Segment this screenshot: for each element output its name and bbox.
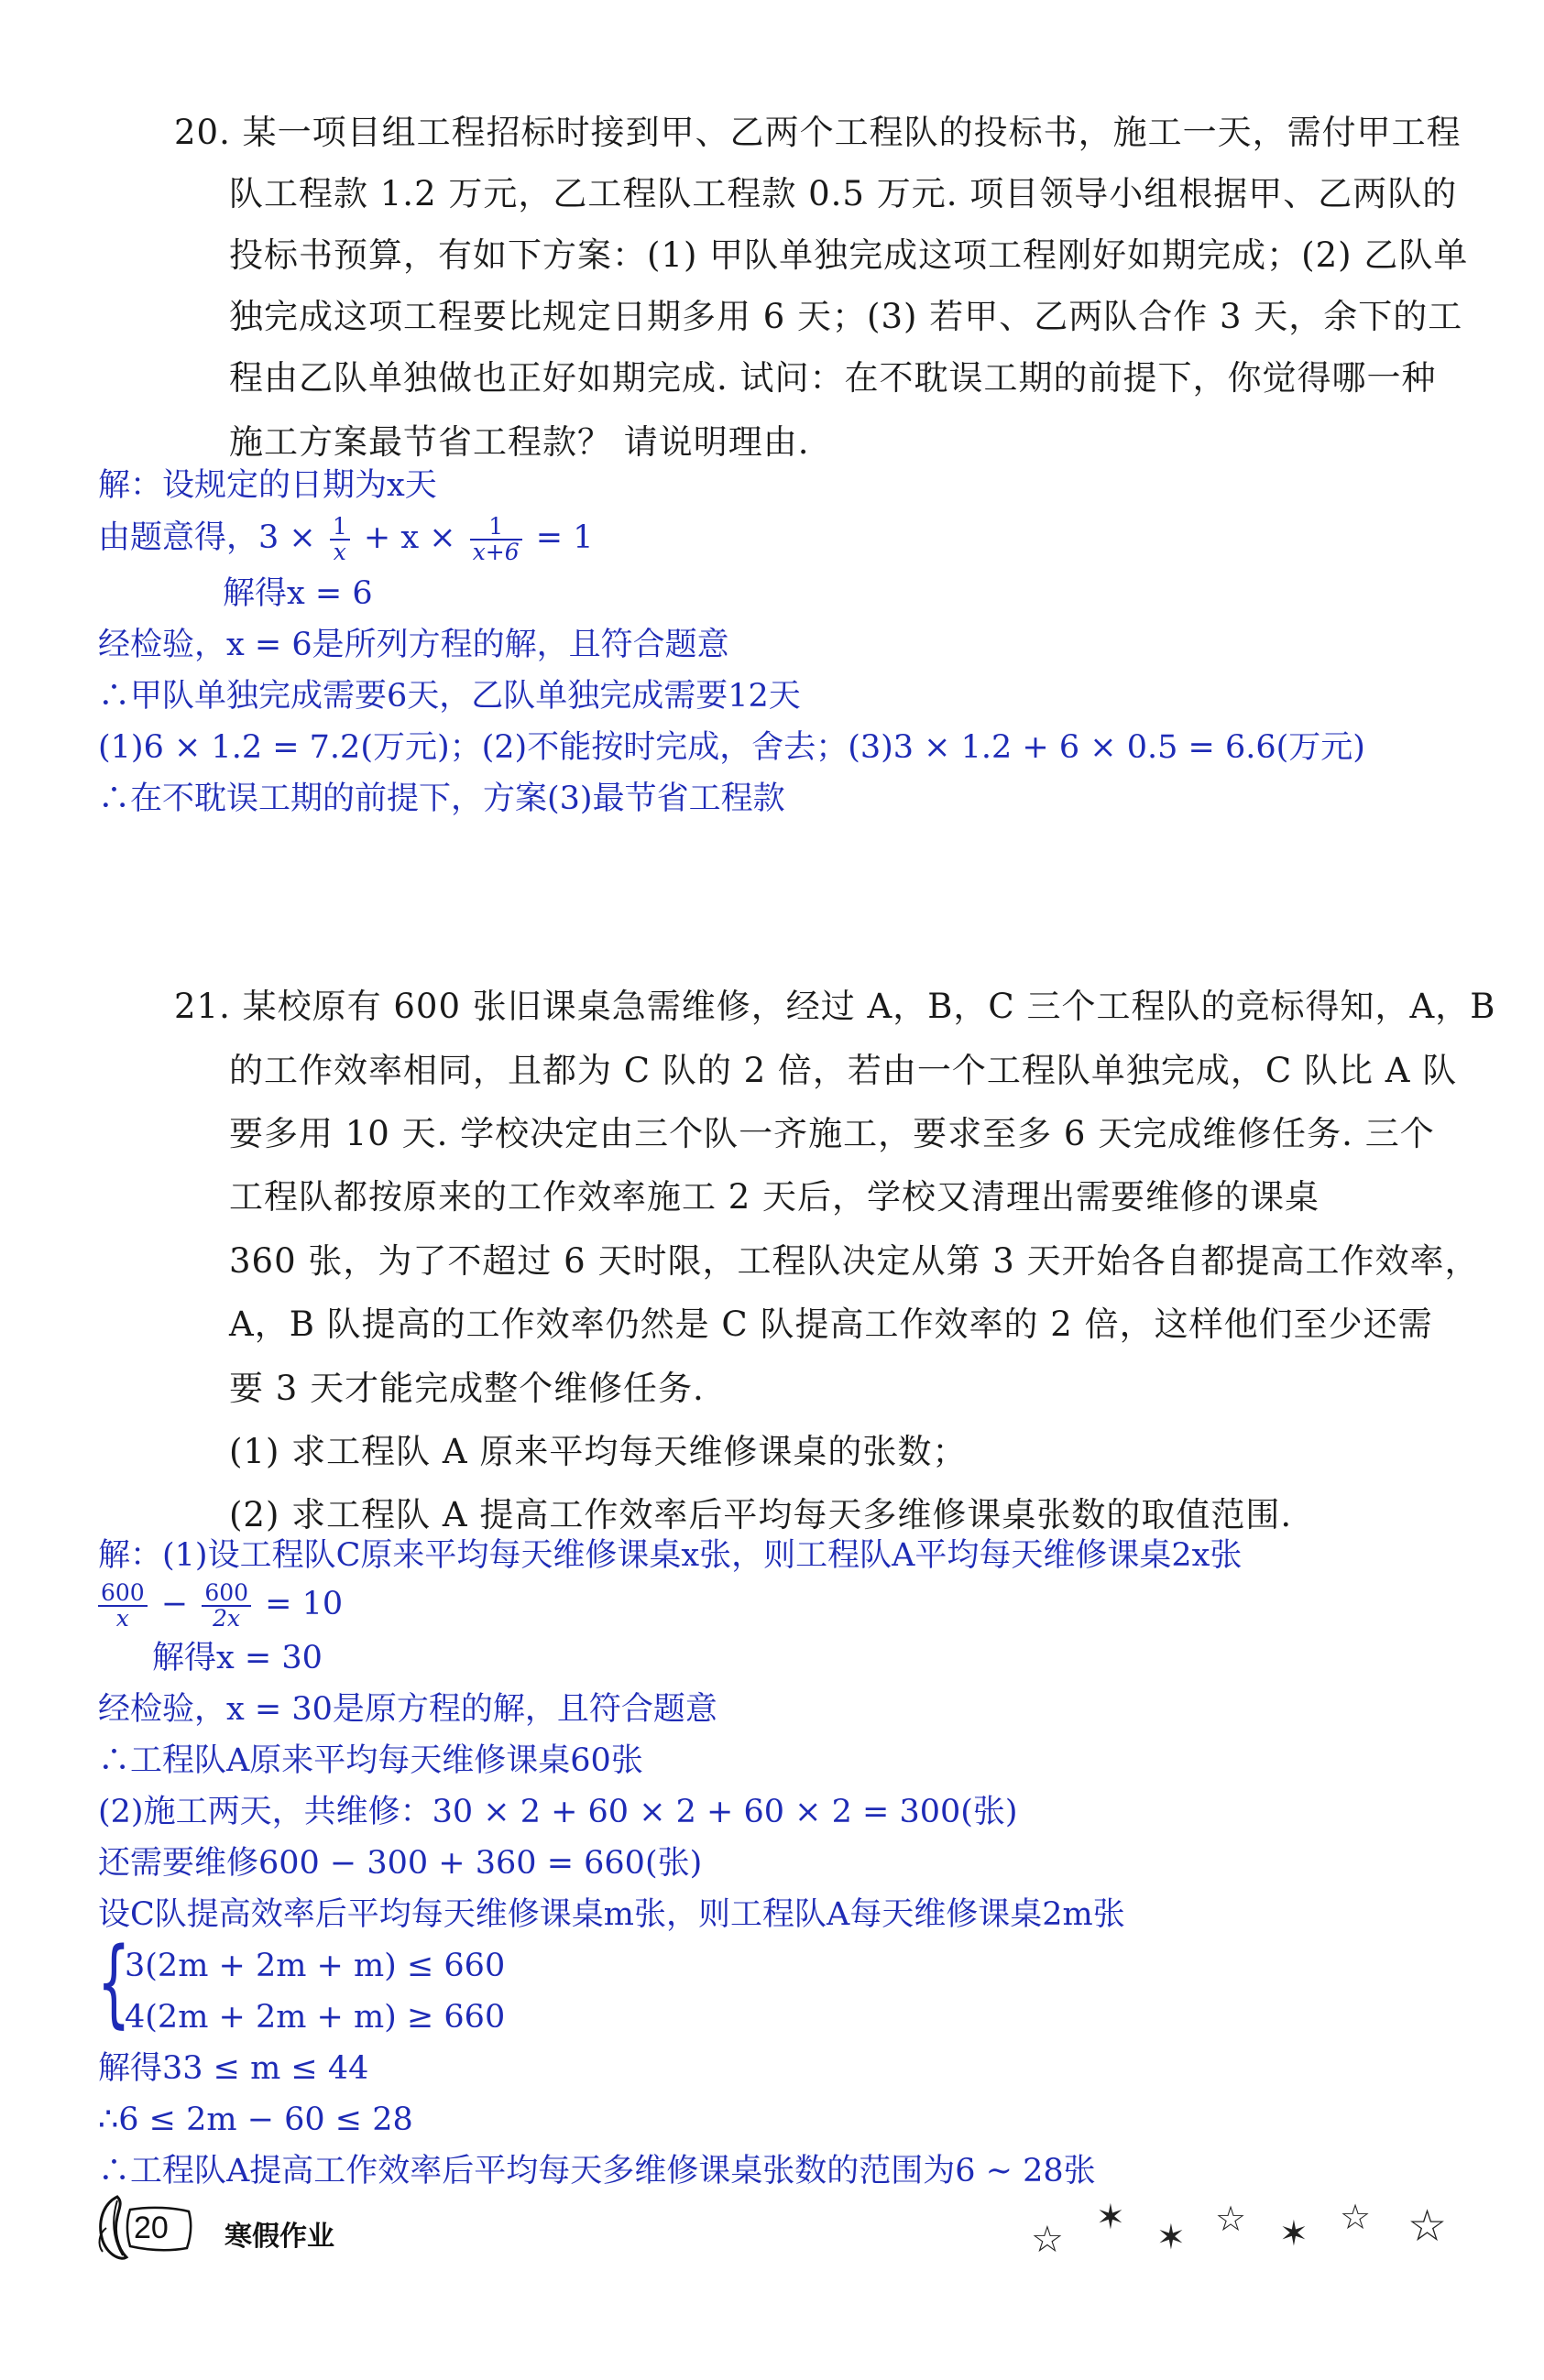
question-subpart: (2) 求工程队 A 提高工作效率后平均每天多维修课桌张数的取值范围. <box>229 1495 1293 1534</box>
answer-line: 解得x = 30 <box>152 1640 323 1676</box>
equation-text: − <box>160 1586 199 1622</box>
footer-title: 寒假作业 <box>224 2221 334 2253</box>
system-brace: { <box>97 1927 131 2038</box>
star-filled-icon: ✶ <box>1279 2213 1309 2254</box>
equation-text: 由题意得，3 × <box>98 519 326 556</box>
answer-line: 解：设规定的日期为x天 <box>98 467 437 504</box>
fraction-numerator: 600 <box>98 1581 148 1607</box>
question-text-line: 工程队都按原来的工作效率施工 2 天后，学校又清理出需要维修的课桌 <box>229 1177 1320 1217</box>
answer-line: ∴工程队A原来平均每天维修课桌60张 <box>98 1742 643 1779</box>
question-text-line: 施工方案最节省工程款？ 请说明理由. <box>229 422 810 462</box>
star-outline-icon: ☆ <box>1031 2219 1064 2261</box>
fraction-denominator: x <box>333 538 346 565</box>
fraction-denominator: x <box>115 1604 129 1632</box>
star-outline-icon: ☆ <box>1340 2197 1372 2237</box>
answer-equation-line <box>98 1574 343 1634</box>
star-filled-icon: ✶ <box>1096 2197 1125 2237</box>
answer-line: 解得x = 6 <box>223 575 373 612</box>
question-text-line: 独完成这项工程要比规定日期多用 6 天；(3) 若甲、乙两队合作 3 天，余下的工 <box>229 297 1463 336</box>
answer-line: 设C队提高效率后平均每天维修课桌m张，则工程队A每天维修课桌2m张 <box>98 1896 1125 1933</box>
fraction <box>202 1578 251 1632</box>
answer-line: (1)6 × 1.2 = 7.2(万元)；(2)不能按时完成，舍去；(3)3 × 1.2 + 6 × 0.5 = 6.6(万元) <box>98 729 1365 766</box>
answer-line: ∴6 ≤ 2m − 60 ≤ 28 <box>98 2102 413 2138</box>
question-text-line: A，B 队提高的工作效率仍然是 C 队提高工作效率的 2 倍，这样他们至少还需 <box>229 1305 1433 1344</box>
fraction <box>98 1578 148 1632</box>
star-outline-icon: ☆ <box>1215 2199 1247 2239</box>
question-text-line: 要多用 10 天. 学校决定由三个队一齐施工，要求至多 6 天完成维修任务. 三个 <box>229 1114 1435 1153</box>
answer-line: 解：(1)设工程队C原来平均每天维修课桌x张，则工程队A平均每天维修课桌2x张 <box>98 1537 1243 1574</box>
answer-line: 还需要维修600 − 300 + 360 = 660(张) <box>98 1845 703 1882</box>
answer-line: (2)施工两天，共维修：30 × 2 + 60 × 2 + 60 × 2 = 300(张) <box>98 1794 1018 1830</box>
equation-text: + x × <box>363 519 466 556</box>
answer-line: 经检验，x = 30是原方程的解，且符合题意 <box>98 1691 717 1728</box>
fraction-numerator: 600 <box>202 1581 251 1607</box>
star-outline-icon: ☆ <box>1407 2200 1448 2252</box>
answer-line: ∴在不耽误工期的前提下，方案(3)最节省工程款 <box>98 781 785 817</box>
page-number: 20 <box>134 2211 169 2245</box>
fraction-numerator: 1 <box>470 515 522 540</box>
question-subpart: (1) 求工程队 A 原来平均每天维修课桌的张数； <box>229 1432 968 1471</box>
answer-line: ∴工程队A提高工作效率后平均每天多维修课桌张数的范围为6 ∼ 28张 <box>98 2153 1096 2189</box>
question-text-line: 投标书预算，有如下方案：(1) 甲队单独完成这项工程刚好如期完成；(2) 乙队单 <box>229 235 1469 275</box>
question-text-line: 队工程款 1.2 万元，乙工程队工程款 0.5 万元. 项目领导小组根据甲、乙两队的 <box>229 174 1458 213</box>
star-filled-icon: ✶ <box>1156 2217 1186 2257</box>
question-text-line: 21. 某校原有 600 张旧课桌急需维修，经过 A，B，C 三个工程队的竞标得知，A，B <box>174 987 1496 1026</box>
inequality-line: 3(2m + 2m + m) ≤ 660 <box>125 1948 506 1984</box>
question-text-line: 的工作效率相同，且都为 C 队的 2 倍，若由一个工程队单独完成，C 队比 A 队 <box>229 1051 1458 1090</box>
answer-equation-line <box>98 508 594 568</box>
question-text-line: 20. 某一项目组工程招标时接到甲、乙两个工程队的投标书，施工一天，需付甲工程 <box>174 113 1462 152</box>
answer-line: ∴甲队单独完成需要6天，乙队单独完成需要12天 <box>98 678 801 715</box>
fraction-numerator: 1 <box>330 515 350 540</box>
fraction-denominator: x+6 <box>472 538 520 565</box>
fraction <box>470 512 522 565</box>
inequality-line: 4(2m + 2m + m) ≥ 660 <box>125 1999 506 2036</box>
equation-text: = 10 <box>265 1586 344 1622</box>
question-text-line: 360 张，为了不超过 6 天时限，工程队决定从第 3 天开始各自都提高工作效率， <box>229 1241 1480 1281</box>
answer-line: 解得33 ≤ m ≤ 44 <box>98 2050 369 2087</box>
answer-line: 经检验，x = 6是所列方程的解，且符合题意 <box>98 627 729 663</box>
question-text-line: 要 3 天才能完成整个维修任务. <box>229 1369 705 1408</box>
fraction <box>330 512 350 565</box>
fraction-denominator: 2x <box>213 1604 241 1632</box>
question-text-line: 程由乙队单独做也正好如期完成. 试问：在不耽误工期的前提下，你觉得哪一种 <box>229 358 1437 398</box>
equation-text: = 1 <box>535 519 594 556</box>
